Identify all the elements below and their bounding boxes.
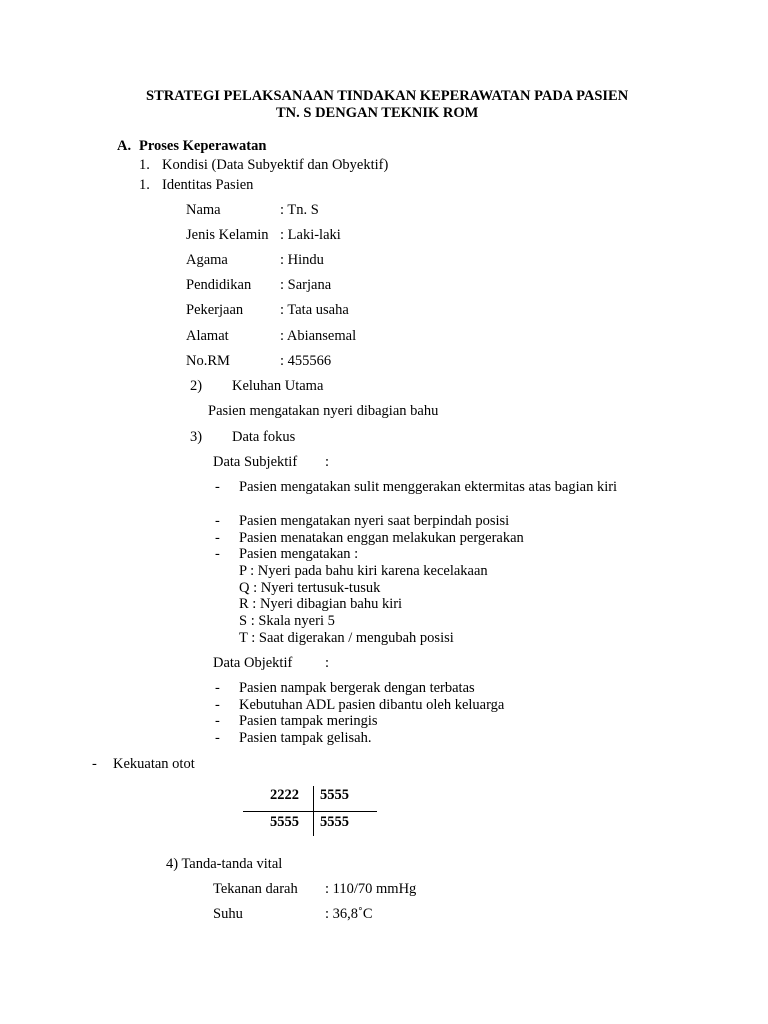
document-title-line2: TN. S DENGAN TEKNIK ROM <box>276 105 479 121</box>
pqrst-line: R : Nyeri dibagian bahu kiri <box>239 596 403 612</box>
list-bullet: - <box>215 530 220 546</box>
identitas-label: Agama <box>186 252 228 268</box>
keluhan-marker: 2) <box>190 378 203 394</box>
list-item: Pasien mengatakan : <box>239 546 359 562</box>
data-fokus-marker: 3) <box>190 429 203 445</box>
identitas-label: Nama <box>186 202 221 218</box>
list-item: Pasien tampak meringis <box>239 713 378 729</box>
identitas-value: : Abiansemal <box>280 328 357 344</box>
ttv-value: : 36,8˚C <box>325 906 373 922</box>
ttv-label: Suhu <box>213 906 243 922</box>
muscle-top-left: 2222 <box>270 787 299 803</box>
data-objektif-label: Data Objektif <box>213 655 293 671</box>
identitas-value: : Tn. S <box>280 202 319 218</box>
ttv-heading: 4) Tanda-tanda vital <box>166 856 283 872</box>
kekuatan-dash: - <box>92 756 97 772</box>
list-item: Pasien menatakan enggan melakukan pergerakan <box>239 530 524 546</box>
identitas-value: : 455566 <box>280 353 332 369</box>
list-item: Pasien mengatakan nyeri saat berpindah posisi <box>239 513 510 529</box>
pqrst-line: S : Skala nyeri 5 <box>239 613 335 629</box>
item1-text: Kondisi (Data Subyektif dan Obyektif) <box>162 157 389 173</box>
list-item: Kebutuhan ADL pasien dibantu oleh keluarga <box>239 697 505 713</box>
list-item: Pasien nampak bergerak dengan terbatas <box>239 680 475 696</box>
identitas-heading: Identitas Pasien <box>162 177 254 193</box>
data-subjektif-label: Data Subjektif <box>213 454 298 470</box>
identitas-label: Pekerjaan <box>186 302 244 318</box>
list-item: Pasien mengatakan sulit menggerakan ektermitas atas bagian kiri <box>239 479 618 495</box>
identitas-label: Alamat <box>186 328 229 344</box>
list-bullet: - <box>215 479 220 495</box>
identitas-value: : Laki-laki <box>280 227 341 243</box>
list-bullet: - <box>215 680 220 696</box>
identitas-value: : Tata usaha <box>280 302 349 318</box>
kekuatan-label: Kekuatan otot <box>113 756 195 772</box>
list-bullet: - <box>215 730 220 746</box>
identitas-value: : Sarjana <box>280 277 332 293</box>
keluhan-text: Pasien mengatakan nyeri dibagian bahu <box>208 403 439 419</box>
ttv-value: : 110/70 mmHg <box>325 881 417 897</box>
muscle-grid-horizontal-line <box>243 811 377 812</box>
keluhan-heading: Keluhan Utama <box>232 378 324 394</box>
data-objektif-colon: : <box>325 655 330 671</box>
document-title-line1: STRATEGI PELAKSANAAN TINDAKAN KEPERAWATAN PADA PASIEN <box>146 88 629 104</box>
section-a-marker: A. <box>117 138 132 154</box>
list-item: Pasien tampak gelisah. <box>239 730 372 746</box>
pqrst-line: P : Nyeri pada bahu kiri karena kecelakaan <box>239 563 488 579</box>
section-a-heading: Proses Keperawatan <box>139 138 267 154</box>
muscle-top-right: 5555 <box>320 787 349 803</box>
list-bullet: - <box>215 697 220 713</box>
identitas-label: Jenis Kelamin <box>186 227 269 243</box>
pqrst-line: Q : Nyeri tertusuk-tusuk <box>239 580 381 596</box>
identitas-value: : Hindu <box>280 252 324 268</box>
list-bullet: - <box>215 546 220 562</box>
muscle-bottom-left: 5555 <box>270 814 299 830</box>
identitas-label: No.RM <box>186 353 230 369</box>
item1-marker: 1. <box>139 157 150 173</box>
pqrst-line: T : Saat digerakan / mengubah posisi <box>239 630 454 646</box>
identitas-label: Pendidikan <box>186 277 252 293</box>
list-bullet: - <box>215 513 220 529</box>
list-bullet: - <box>215 713 220 729</box>
muscle-bottom-right: 5555 <box>320 814 349 830</box>
ttv-label: Tekanan darah <box>213 881 298 897</box>
data-subjektif-colon: : <box>325 454 330 470</box>
data-fokus-heading: Data fokus <box>232 429 296 445</box>
identitas-marker: 1. <box>139 177 150 193</box>
